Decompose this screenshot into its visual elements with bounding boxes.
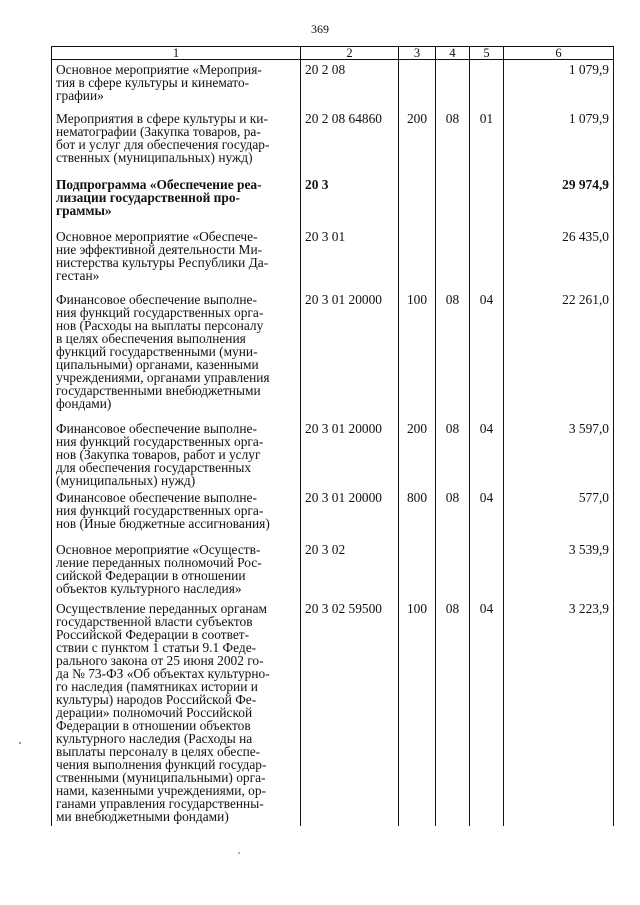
row-name-cell: Подпрограмма «Обеспечение реа- лизации государственной про- граммы»	[52, 175, 301, 228]
row-name-cell: Финансовое обеспечение выполне- ния функций государственных орга- нов (Иные бюджетные ассигнования)	[52, 488, 301, 540]
row-amount-cell: 3 223,9	[504, 599, 614, 826]
row-amount-cell: 22 261,0	[504, 290, 614, 419]
row-name-cell: Финансовое обеспечение выполне- ния функций государственных орга- нов (Закупка товаров, работ и услуг для обеспечения государственных (муниципальных) нужд)	[52, 419, 301, 488]
row-subsection-cell: 04	[470, 290, 504, 419]
row-code-cell: 20 3 01	[301, 227, 399, 290]
table-body	[52, 60, 614, 827]
row-subsection-cell: 01	[470, 109, 504, 175]
row-name-cell: Основное мероприятие «Осуществ- ление переданных полномочий Рос- сийской Федерации в отношении объектов культурного наследия»	[52, 540, 301, 600]
row-subsection-cell	[470, 175, 504, 228]
scan-speck	[238, 852, 240, 854]
row-code-cell: 20 3 01 20000	[301, 419, 399, 488]
row-section-cell: 08	[436, 419, 470, 488]
row-section-cell	[436, 60, 470, 110]
row-section-cell	[436, 227, 470, 290]
row-expense-type-cell	[399, 175, 436, 228]
header-row	[52, 47, 614, 60]
table-row	[52, 109, 614, 175]
row-name-cell: Осуществление переданных органам государственной власти субъектов Российской Федерации в соответ- ствии с пунктом 1 статьи 9.1 Феде- рального закона от 25 июня 2002 го- да № 73-ФЗ «Об объектах культурно- го наследия (памятниках истории и культуры) народов Российской Фе- дерации» полномочий Российской Федерации в отношении объектов культурного наследия (Расходы на выплаты персоналу в целях обеспе- чения выполнения функций государ- ственными (муниципальными) орга- нами, казенными учреждениями, ор- ганами управления государственны- ми внебюджетными фондами)	[52, 599, 301, 826]
row-subsection-cell	[470, 227, 504, 290]
budget-table	[51, 46, 614, 826]
row-subsection-cell	[470, 60, 504, 110]
table-row	[52, 227, 614, 290]
row-amount-cell: 1 079,9	[504, 109, 614, 175]
column-header-3: 3	[399, 47, 436, 60]
row-code-cell: 20 2 08	[301, 60, 399, 110]
table-row	[52, 290, 614, 419]
row-section-cell: 08	[436, 109, 470, 175]
row-section-cell: 08	[436, 488, 470, 540]
row-expense-type-cell: 100	[399, 599, 436, 826]
row-name-cell: Основное мероприятие «Обеспече- ние эффективной деятельности Ми- нистерства культуры Республики Да- гестан»	[52, 227, 301, 290]
budget-table-container	[51, 46, 613, 826]
row-expense-type-cell	[399, 60, 436, 110]
table-row	[52, 60, 614, 110]
scan-speck	[19, 742, 21, 744]
row-code-cell: 20 3 01 20000	[301, 290, 399, 419]
row-expense-type-cell: 200	[399, 109, 436, 175]
row-expense-type-cell: 100	[399, 290, 436, 419]
table-row	[52, 175, 614, 228]
row-expense-type-cell	[399, 227, 436, 290]
row-subsection-cell	[470, 540, 504, 600]
row-section-cell	[436, 175, 470, 228]
row-expense-type-cell	[399, 540, 436, 600]
table-row	[52, 488, 614, 540]
row-section-cell	[436, 540, 470, 600]
row-section-cell: 08	[436, 290, 470, 419]
row-name-cell: Мероприятия в сфере культуры и ки- нематографии (Закупка товаров, ра- бот и услуг для обеспечения государ- ственных (муниципальных) нужд)	[52, 109, 301, 175]
row-amount-cell: 3 597,0	[504, 419, 614, 488]
page-number: 369	[311, 22, 329, 36]
row-amount-cell: 1 079,9	[504, 60, 614, 110]
row-amount-cell: 26 435,0	[504, 227, 614, 290]
table-row	[52, 419, 614, 488]
row-code-cell: 20 3 01 20000	[301, 488, 399, 540]
row-code-cell: 20 3	[301, 175, 399, 228]
row-code-cell: 20 3 02 59500	[301, 599, 399, 826]
row-amount-cell: 3 539,9	[504, 540, 614, 600]
row-expense-type-cell: 800	[399, 488, 436, 540]
row-name-cell: Финансовое обеспечение выполне- ния функций государственных орга- нов (Расходы на выплаты персоналу в целях обеспечения выполнения функций государственными (муни- ципальными) органами, казенными учреждениями, органами управления государственными внебюджетными фондами)	[52, 290, 301, 419]
column-header-2: 2	[301, 47, 399, 60]
row-amount-cell: 29 974,9	[504, 175, 614, 228]
row-subsection-cell: 04	[470, 419, 504, 488]
column-header-4: 4	[436, 47, 470, 60]
row-subsection-cell: 04	[470, 488, 504, 540]
table-row	[52, 599, 614, 826]
row-section-cell: 08	[436, 599, 470, 826]
row-code-cell: 20 3 02	[301, 540, 399, 600]
row-expense-type-cell: 200	[399, 419, 436, 488]
column-header-6: 6	[504, 47, 614, 60]
column-header-5: 5	[470, 47, 504, 60]
row-subsection-cell: 04	[470, 599, 504, 826]
column-header-1: 1	[52, 47, 301, 60]
table-row	[52, 540, 614, 600]
row-name-cell: Основное мероприятие «Мероприя- тия в сфере культуры и кинемато- графии»	[52, 60, 301, 110]
row-amount-cell: 577,0	[504, 488, 614, 540]
row-code-cell: 20 2 08 64860	[301, 109, 399, 175]
